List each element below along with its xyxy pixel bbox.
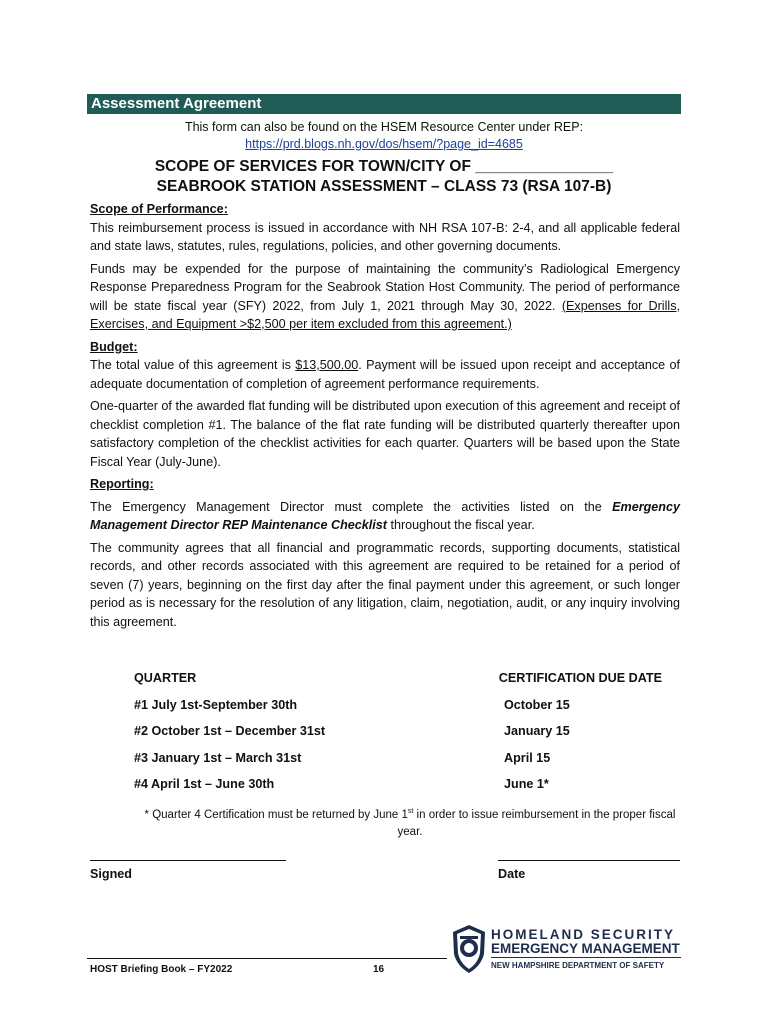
due-date-cell: April 15 xyxy=(504,750,551,765)
page-number: 16 xyxy=(373,964,385,975)
signed-block[interactable] xyxy=(90,848,286,881)
signature-line[interactable] xyxy=(90,848,286,861)
signed-label: Signed xyxy=(90,867,132,881)
date-line[interactable] xyxy=(498,848,680,861)
reporting-paragraph-1: The Emergency Management Director must complete the activities listed on the Emergency Management Director REP Maintenance Checklist throughout the fiscal year. xyxy=(90,499,680,532)
due-date-cell: January 15 xyxy=(504,724,570,738)
footer-title: HOST Briefing Book – FY2022 xyxy=(90,964,233,975)
reporting-heading: Reporting: xyxy=(90,477,154,491)
checklist-name: Emergency Management Director REP Maintenance Checklist xyxy=(90,499,680,532)
intro-text: This form can also be found on the HSEM Resource Center under REP: xyxy=(184,120,584,134)
document-body xyxy=(90,200,680,635)
date-block[interactable] xyxy=(498,848,680,881)
scope-paragraph-2: Funds may be expended for the purpose of maintaining the community’s Radiological Emergency Response Preparedness Program for the Seabrook Station Host Community. The period of performance will be state fiscal year (SFY) 2022, from July 1, 2021 through May 30, 2022. (Expenses for Drills, Exercises, and Equipment >$2,500 per item excluded from this agreement.) xyxy=(90,261,680,331)
logo-line-1: HOMELAND SECURITY xyxy=(491,927,676,942)
shield-badge-icon xyxy=(451,924,487,974)
quarter-column-header: QUARTER xyxy=(134,671,197,685)
schedule-row xyxy=(134,776,664,803)
quarter-cell: #3 January 1st – March 31st xyxy=(134,750,302,765)
quarter-cell: #1 July 1st-September 30th xyxy=(134,697,298,712)
budget-heading: Budget: xyxy=(90,339,138,354)
intro xyxy=(87,119,681,153)
resource-center-link[interactable]: https://prd.blogs.nh.gov/dos/hsem/?page_id=4685 xyxy=(245,137,523,151)
due-date-cell: October 15 xyxy=(504,697,570,712)
title-line-2: SEABROOK STATION ASSESSMENT – CLASS 73 (RSA 107-B) xyxy=(156,178,612,195)
title-line-1: SCOPE OF SERVICES FOR TOWN/CITY OF ________________ xyxy=(154,158,614,175)
section-header: Assessment Agreement xyxy=(87,94,681,114)
hsem-logo xyxy=(451,924,683,978)
schedule-row xyxy=(134,723,664,750)
schedule-row xyxy=(134,697,664,724)
due-date-column-header: CERTIFICATION DUE DATE xyxy=(498,671,662,685)
footnote: * Quarter 4 Certification must be returned by June 1st in order to issue reimbursement in the proper fiscal year. xyxy=(144,808,676,838)
schedule-row xyxy=(134,750,664,777)
logo-divider xyxy=(491,957,681,958)
page-title xyxy=(87,157,681,197)
quarter-cell: #2 October 1st – December 31st xyxy=(134,724,326,738)
reporting-paragraph-2: The community agrees that all financial and programmatic records, supporting documents, statistical records, and other records associated with this agreement are required to be retained for a period of seven (7) years, beginning on the first day after the final payment under this agreement, or such longer period as is necessary for the resolution of any litigation, claim, negotiation, audit, or any inquiry involving this agreement. xyxy=(90,540,680,629)
logo-line-2: EMERGENCY MANAGEMENT xyxy=(491,941,680,956)
due-date-cell: June 1* xyxy=(504,777,549,791)
scope-heading: Scope of Performance: xyxy=(90,202,228,216)
certification-schedule xyxy=(134,670,664,803)
agreement-amount: $13,500.00 xyxy=(295,358,359,372)
schedule-header xyxy=(134,670,664,697)
logo-line-3: NEW HAMPSHIRE DEPARTMENT OF SAFETY xyxy=(491,961,665,970)
footer-divider xyxy=(87,958,447,959)
date-label: Date xyxy=(498,867,526,881)
quarter-cell: #4 April 1st – June 30th xyxy=(134,777,275,791)
scope-paragraph-1: This reimbursement process is issued in accordance with NH RSA 107-B: 2-4, and all applicable federal and state laws, statutes, rules, regulations, policies, and other governing documents. xyxy=(90,220,680,253)
budget-paragraph-1: The total value of this agreement is $13,500.00. Payment will be issued upon receipt and acceptance of adequate documentation of completion of agreement performance requirements. xyxy=(90,358,680,391)
budget-paragraph-2: One-quarter of the awarded flat funding will be distributed upon execution of this agreement and receipt of checklist completion #1. The balance of the flat rate funding will be distributed quarterly thereafter upon satisfactory completion of the checklist activities for each quarter. Quarters will be based upon the State Fiscal Year (July-June). xyxy=(90,399,680,469)
exclusion-note: (Expenses for Drills, Exercises, and Equipment >$2,500 per item excluded from this agreement.) xyxy=(90,298,680,331)
